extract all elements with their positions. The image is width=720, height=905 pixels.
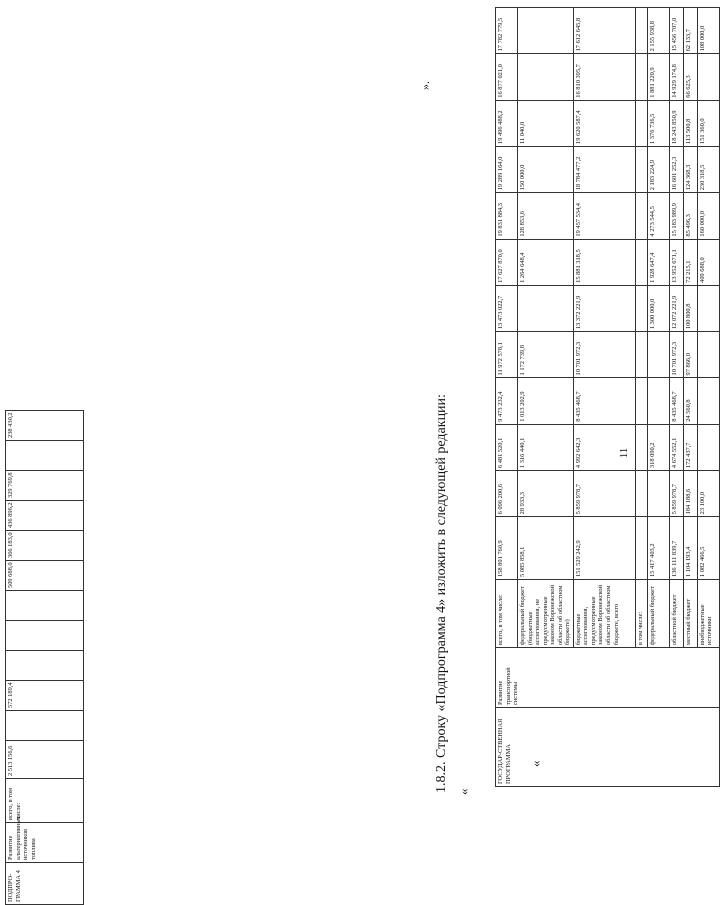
value-cell (635, 8, 647, 54)
value-cell (697, 285, 719, 331)
open-quote-top: « (528, 760, 543, 767)
value-cell: 172 437,7 (683, 424, 697, 470)
value-cell: 2 183 224,9 (647, 146, 669, 192)
value-cell (697, 424, 719, 470)
subprogram-value-cell (6, 621, 84, 651)
value-cell: 318 090,2 (647, 424, 669, 470)
value-cell (635, 100, 647, 146)
value-cell: 10 701 972,3 (573, 332, 635, 378)
value-cell: 409 688,0 (697, 239, 719, 285)
value-cell: 19 457 534,4 (573, 193, 635, 239)
value-cell (697, 378, 719, 424)
close-quote: ». (418, 81, 432, 90)
subprogram-value-cell: 572 189,4 (6, 681, 84, 711)
subprogram-name-cell: ПОДПРО-ГРАММА 4 (6, 863, 84, 905)
value-cell: 128 853,6 (518, 193, 574, 239)
value-cell: 15 183 989,9 (669, 193, 683, 239)
value-cell (518, 285, 574, 331)
value-cell (635, 54, 647, 100)
value-cell: 1 082 466,5 (697, 517, 719, 580)
value-cell: 151 529 242,9 (573, 517, 635, 580)
value-cell: 10 701 972,3 (669, 332, 683, 378)
row-label: внебюджетные источники (697, 580, 719, 648)
value-cell (635, 146, 647, 192)
value-cell: 85 496,3 (683, 193, 697, 239)
program-name-cell: ГОСУДАР-СТВЕННАЯ ПРОГРАММА (496, 708, 720, 787)
value-cell: 6 096 200,6 (496, 471, 518, 517)
row-label: в том числе: (635, 580, 647, 648)
row-label: местный бюджет (683, 580, 697, 648)
row-label: федеральный бюджет (647, 580, 669, 648)
value-cell: 124 368,3 (683, 146, 697, 192)
value-cell: 6 481 520,1 (496, 424, 518, 470)
value-cell (647, 471, 669, 517)
value-cell: 230 318,5 (697, 146, 719, 192)
value-cell: 19 620 587,4 (573, 100, 635, 146)
value-cell: 28 933,3 (518, 471, 574, 517)
value-cell (697, 54, 719, 100)
value-cell (635, 378, 647, 424)
value-cell: 16 810 395,7 (573, 54, 635, 100)
value-cell: 4 273 544,5 (647, 193, 669, 239)
value-cell: 8 435 468,7 (573, 378, 635, 424)
value-cell: 13 952 671,1 (669, 239, 683, 285)
value-cell (635, 285, 647, 331)
row-label: всего, в том числе: (496, 580, 518, 648)
value-cell (635, 471, 647, 517)
value-cell (635, 193, 647, 239)
value-cell (647, 332, 669, 378)
value-cell: 18 243 850,9 (669, 100, 683, 146)
value-cell: 17 627 870,0 (496, 239, 518, 285)
table-row (496, 8, 518, 787)
value-cell: 5 859 978,7 (669, 471, 683, 517)
value-cell: 62 133,7 (683, 8, 697, 54)
section-heading: 1.8.2. Строку «Подпрограмма 4» изложить в следующей редакции: (434, 394, 449, 793)
value-cell: 151 360,0 (697, 100, 719, 146)
value-cell: 108 000,0 (697, 8, 719, 54)
value-cell: 1 928 647,4 (647, 239, 669, 285)
value-cell: 14 929 174,8 (669, 54, 683, 100)
row-label: областной бюджет (669, 580, 683, 648)
value-cell: 16 877 021,0 (496, 54, 518, 100)
value-cell: 1 300 000,0 (647, 285, 669, 331)
subprogram-title-cell: Развитие альтернативных источников топлива (6, 823, 84, 863)
value-cell: 17 612 645,8 (573, 8, 635, 54)
value-cell: 100 800,8 (683, 285, 697, 331)
value-cell: 12 072 221,9 (669, 285, 683, 331)
value-cell: 4 674 552,1 (669, 424, 683, 470)
value-cell: 113 500,8 (683, 100, 697, 146)
row-label: федеральный бюджет (бюджетные ассигнования, не предусмотренные законом Воронежской области об областном бюджете) (518, 580, 574, 648)
open-quote-bottom: « (456, 788, 471, 795)
page-number: 11 (618, 447, 630, 459)
value-cell (635, 239, 647, 285)
value-cell: 19 289 164,0 (496, 146, 518, 192)
value-cell: 1 264 648,4 (518, 239, 574, 285)
value-cell: 19 496 488,2 (496, 100, 518, 146)
value-cell (518, 54, 574, 100)
value-cell: 1 013 202,9 (518, 378, 574, 424)
value-cell: 184 188,6 (683, 471, 697, 517)
subprogram-value-cell: 329 769,8 (6, 471, 84, 501)
value-cell: 1 881 220,9 (647, 54, 669, 100)
value-cell: 136 111 839,7 (669, 517, 683, 580)
value-cell: 16 601 252,3 (669, 146, 683, 192)
value-cell: 72 215,1 (683, 239, 697, 285)
subprogram-4-table (5, 410, 84, 905)
value-cell: 8 435 468,7 (669, 378, 683, 424)
value-cell: 11 972 578,1 (496, 332, 518, 378)
value-cell: 9 473 232,4 (496, 378, 518, 424)
subprogram-value-cell (6, 441, 84, 471)
subprogram-row (6, 411, 84, 905)
value-cell: 15 881 318,5 (573, 239, 635, 285)
value-cell: 5 859 978,7 (573, 471, 635, 517)
value-cell (518, 8, 574, 54)
value-cell: 1 104 193,4 (683, 517, 697, 580)
subprogram-value-cell: 2 513 156,6 (6, 741, 84, 779)
value-cell (635, 424, 647, 470)
value-cell (697, 332, 719, 378)
value-cell: 1 316 440,1 (518, 424, 574, 470)
program-title-cell: Развитие транспортной системы (496, 648, 720, 708)
value-cell: 5 085 858,1 (518, 517, 574, 580)
subprogram-value-cell: 509 688,0 (6, 561, 84, 591)
value-cell: 66 625,3 (683, 54, 697, 100)
value-cell: 13 473 022,7 (496, 285, 518, 331)
value-cell: 24 560,8 (683, 378, 697, 424)
value-cell: 23 100,0 (697, 471, 719, 517)
value-cell (635, 517, 647, 580)
value-cell (635, 332, 647, 378)
subprogram-value-cell (6, 591, 84, 621)
value-cell: 1 172 739,8 (518, 332, 574, 378)
value-cell: 1 376 736,5 (647, 100, 669, 146)
value-cell: 15 417 403,2 (647, 517, 669, 580)
row-label: бюджетные ассигнования, предусмотренные законом Воронежской области об областном бюджете, всего (573, 580, 635, 648)
value-cell: 158 801 760,9 (496, 517, 518, 580)
value-cell: 150 000,0 (518, 146, 574, 192)
subprogram-value-cell: 436 896,2 (6, 501, 84, 531)
subprogram-value-cell (6, 711, 84, 741)
subprogram-value-cell (6, 651, 84, 681)
value-cell: 19 831 884,3 (496, 193, 518, 239)
value-cell: 18 784 477,2 (573, 146, 635, 192)
value-cell: 15 456 707,0 (669, 8, 683, 54)
value-cell: 160 000,0 (697, 193, 719, 239)
value-cell: 17 782 779,5 (496, 8, 518, 54)
value-cell: 11 040,0 (518, 100, 574, 146)
program-funding-table (495, 7, 720, 787)
value-cell: 13 372 221,9 (573, 285, 635, 331)
subprogram-value-cell: 366 183,0 (6, 531, 84, 561)
subprogram-row-label: всего, в том числе: (6, 779, 84, 823)
value-cell: 97 866,0 (683, 332, 697, 378)
value-cell: 2 155 938,8 (647, 8, 669, 54)
value-cell (647, 378, 669, 424)
subprogram-value-cell: 238 430,2 (6, 411, 84, 441)
value-cell: 4 992 642,3 (573, 424, 635, 470)
